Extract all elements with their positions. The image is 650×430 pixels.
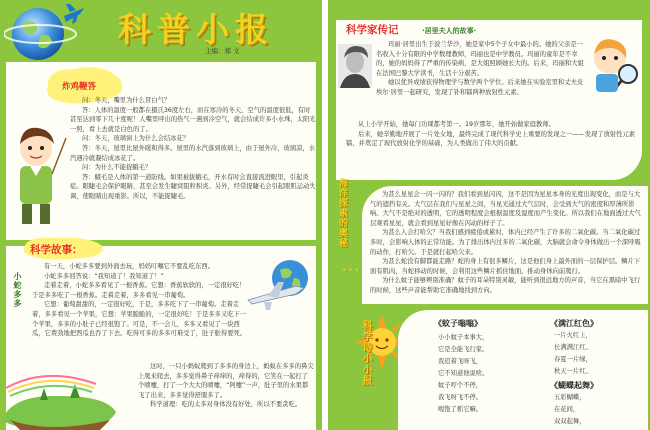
qa-paragraph: 问：冬天，玻璃窗上为什么会结冰花？ bbox=[82, 135, 190, 143]
poem-moth-title: 《蚊子嗡嗡》 bbox=[434, 319, 482, 328]
poem-line: 它是全能飞行家。 bbox=[438, 346, 489, 353]
curie-portrait bbox=[338, 44, 372, 88]
qa-paragraph: 问：冬天，嘴里为什么冒白气？ bbox=[82, 97, 171, 104]
poem-line: 小小蚊子本事大， bbox=[438, 334, 489, 341]
poem-moth-body bbox=[438, 332, 528, 416]
poem-line: 我飞呀飞不停。 bbox=[438, 394, 483, 401]
explore-side-dots: • • • bbox=[342, 266, 359, 274]
diary-text-bottom bbox=[346, 120, 636, 149]
poem-line: 春夏一片绿， bbox=[554, 356, 592, 363]
diary-subheading: ·居里夫人的故事· bbox=[422, 27, 477, 35]
explore-paragraph: 为甚么蛇没有脚都能走路？蛇的身上有很多鳞片，这是他们身上最外面的一层保护层。鳞片下面有肌肉，当蛇移动的时候，会利用这些鳞片抓住地面，推动身体向前爬行。 bbox=[370, 258, 641, 275]
explore-text bbox=[370, 190, 642, 296]
story-paragraph: 走着走着，小蛇多多看见了一根香蕉。它想：香蕉软软的，一定很好吃！于是多多吃了一根香蕉。走着走着，多多看见一串葡萄。 bbox=[32, 282, 246, 299]
poem-line: 蚊子哼个不停， bbox=[438, 382, 483, 389]
qa-paragraph: 答：冬天，屋里比屋外暖和得多。屋里的水汽落到玻璃上，由于屋外冷，玻璃凉，水汽遇冷就凝结成冰花了。 bbox=[70, 144, 315, 162]
explore-paragraph: 为甚么星星会一闪一闪的？我们看到星闪闪，这不是因为星星本身的光度出现变化，而是与大气的遮挡有关。大气层在我们与星星之间，当星光通过大气层时，会受到大气的密度和厚薄所影响。大气不是绝对的透明，它的透明程度会根据温度及湿度而产生变化。所以我们在地面透过大气层观看星星，就会看到星星好像在闪动的样子了。 bbox=[370, 191, 641, 227]
story-paragraph: 这时，一只小蚂蚁爬到了多多的身边上，蚂蚁在多多的鼻尖上爬来爬去，多多觉得鼻子痒痒的，痒得的，它笑在一起打了个喷嚏，打了一个大大的喷嚏，“阿嚏”一声，肚子里的水果都飞了出来，多多觉得舒服多了。 bbox=[138, 363, 314, 399]
left-page bbox=[0, 0, 322, 430]
poem-red-body bbox=[554, 330, 644, 378]
story-paragraph: 科学道理：吃的太多对身体没有好处，所以不要贪吃。 bbox=[150, 401, 302, 409]
poem-frog-body bbox=[554, 392, 644, 428]
qa-heading: 炸鸡鞭答 bbox=[62, 82, 97, 92]
right-page bbox=[328, 0, 650, 430]
explore-paragraph: 为什么蚊子能够辨别准确？蚊子的耳朵特别灵敏，能听到很远地方的声音，当它在黑暗中飞行的时候，这些声音能帮助它准确地找到方向。 bbox=[370, 277, 641, 294]
diary-heading: 科学家传记 bbox=[346, 24, 399, 36]
diary-text-top bbox=[376, 40, 584, 98]
story-paragraph: 有一天，小蛇多多要到外面去玩，妈妈叮嘱它不要乱吃东西。 bbox=[44, 263, 215, 270]
poem-line: 双双起舞， bbox=[554, 418, 586, 425]
poem-line: 五彩蝴蝶， bbox=[554, 394, 586, 401]
story-side-title: 小蛇多多 bbox=[13, 272, 22, 308]
qa-paragraph: 答：人体的温度一般都在摄氏36度左右，而在寒冷的冬天，空气的温度很低，有时甚至达到零下几十度呢！人嘴里呼出的热气一遇到冷空气，就会结成许多小水珠，太阳光一照，看上去就是白色的了。 bbox=[70, 106, 316, 133]
masthead-editor: 主编：郑 文 bbox=[205, 47, 240, 55]
story-paragraph: 小蛇多多回答说：“我知道了！我知道了！” bbox=[44, 272, 164, 280]
globe-plane-icon bbox=[4, 2, 90, 64]
airplane-globe-icon bbox=[246, 256, 316, 314]
qa-paragraph: 答：蛾毛是人体的第一道防线。如果被拔蛾毛，开水有时会直接流进眼里，引起炎症。眼睫毛会保护眼睛，甚至会发生睫窝阻粒积炎。另外，经常捉睫毛会引起眼肌运动失调，使眼睛出现重影。所以，不能捉睫毛。 bbox=[70, 173, 316, 200]
poem-line: 我追着飞呀飞， bbox=[438, 358, 483, 365]
poem-line: 喝饱了抓它嘛。 bbox=[438, 406, 483, 413]
poem-red-title: 《满江红色》 bbox=[550, 319, 598, 328]
story-paragraph: 它想：葡萄甜甜的，一定很好吃，于是，多多吃下了一串葡萄。走着走着，多多看见一个苹果，它想：苹果脆脆的，一定很好吃！于是多多又吃下一个苹果，多多的小肚子已经很饱了。可是，不一会儿，多多又看见了一块西瓜，它费劲地把西瓜也吞了下去。吃得可多的多多可难受了，肚子胀得要死。 bbox=[32, 301, 247, 338]
story-heading: 科学故事： bbox=[30, 244, 83, 256]
explore-paragraph: 为甚么人会打哈欠？当我们感到疲倦或累时，体内已经产生了许多的二氧化碳。当二氧化碳过多时，会影响人体的正常功能。为了排出体内过多的二氧化碳，大脑就会命令身体做出一个深呼吸的动作，打哈欠。于是就打起哈欠来。 bbox=[370, 229, 641, 256]
story-text-top bbox=[32, 262, 248, 339]
diary-paragraph: 从上小学开始，她每门功课都考第一。19岁那年，她开始做家庭教师。 bbox=[358, 121, 555, 128]
teacher-illustration bbox=[8, 118, 68, 228]
qa-paragraph: 问：为什么不能捉蛾毛？ bbox=[82, 164, 152, 172]
diary-paragraph: 玛丽·居里出生于波兰华沙，她是家中5个子女中最小的。她的父亲是一名收入十分有限的中学数理教师，玛丽也是中学教员。玛丽的童年是不幸的，她的妈妈得了严重的传染病，是大姐照顾她长大的。后来，玛丽和大姐在法国巴黎大学读书，生活十分艰苦。 bbox=[376, 41, 584, 77]
qa-text bbox=[70, 96, 316, 202]
masthead-title: 科普小报 bbox=[118, 10, 274, 49]
poems-side-title: 科学诗小小报 bbox=[360, 320, 371, 386]
explore-side-title: 海洋探索的奥秘 bbox=[337, 178, 347, 248]
poem-line: 秋天一片红。 bbox=[554, 368, 592, 375]
poem-line: 在花间， bbox=[554, 406, 580, 413]
diary-paragraph: 她以优异成绩获得物理学与数学两个学位。后来她在实验室里和丈夫皮埃尔·居里一起研究，发现了钋和镭两种放射性元素。 bbox=[376, 79, 584, 96]
poem-line: 它不知道他说啥。 bbox=[438, 370, 489, 377]
poem-line: 一片火红上， bbox=[554, 332, 592, 339]
diary-paragraph: 后来，她辛勤地开展了一片处女地，最终完成了现代科学史上重要的发现之一——发现了放射性元素镭，并奠定了现代放射化学的基础，为人类做出了伟大的贡献。 bbox=[346, 130, 636, 148]
island-illustration bbox=[0, 372, 120, 430]
magnifier-girl-illustration bbox=[584, 34, 642, 94]
story-text-bottom bbox=[138, 362, 314, 410]
poem-line: 长满满江红。 bbox=[554, 344, 592, 351]
poem-frog-title: 《蝴蝶起舞》 bbox=[550, 381, 598, 390]
